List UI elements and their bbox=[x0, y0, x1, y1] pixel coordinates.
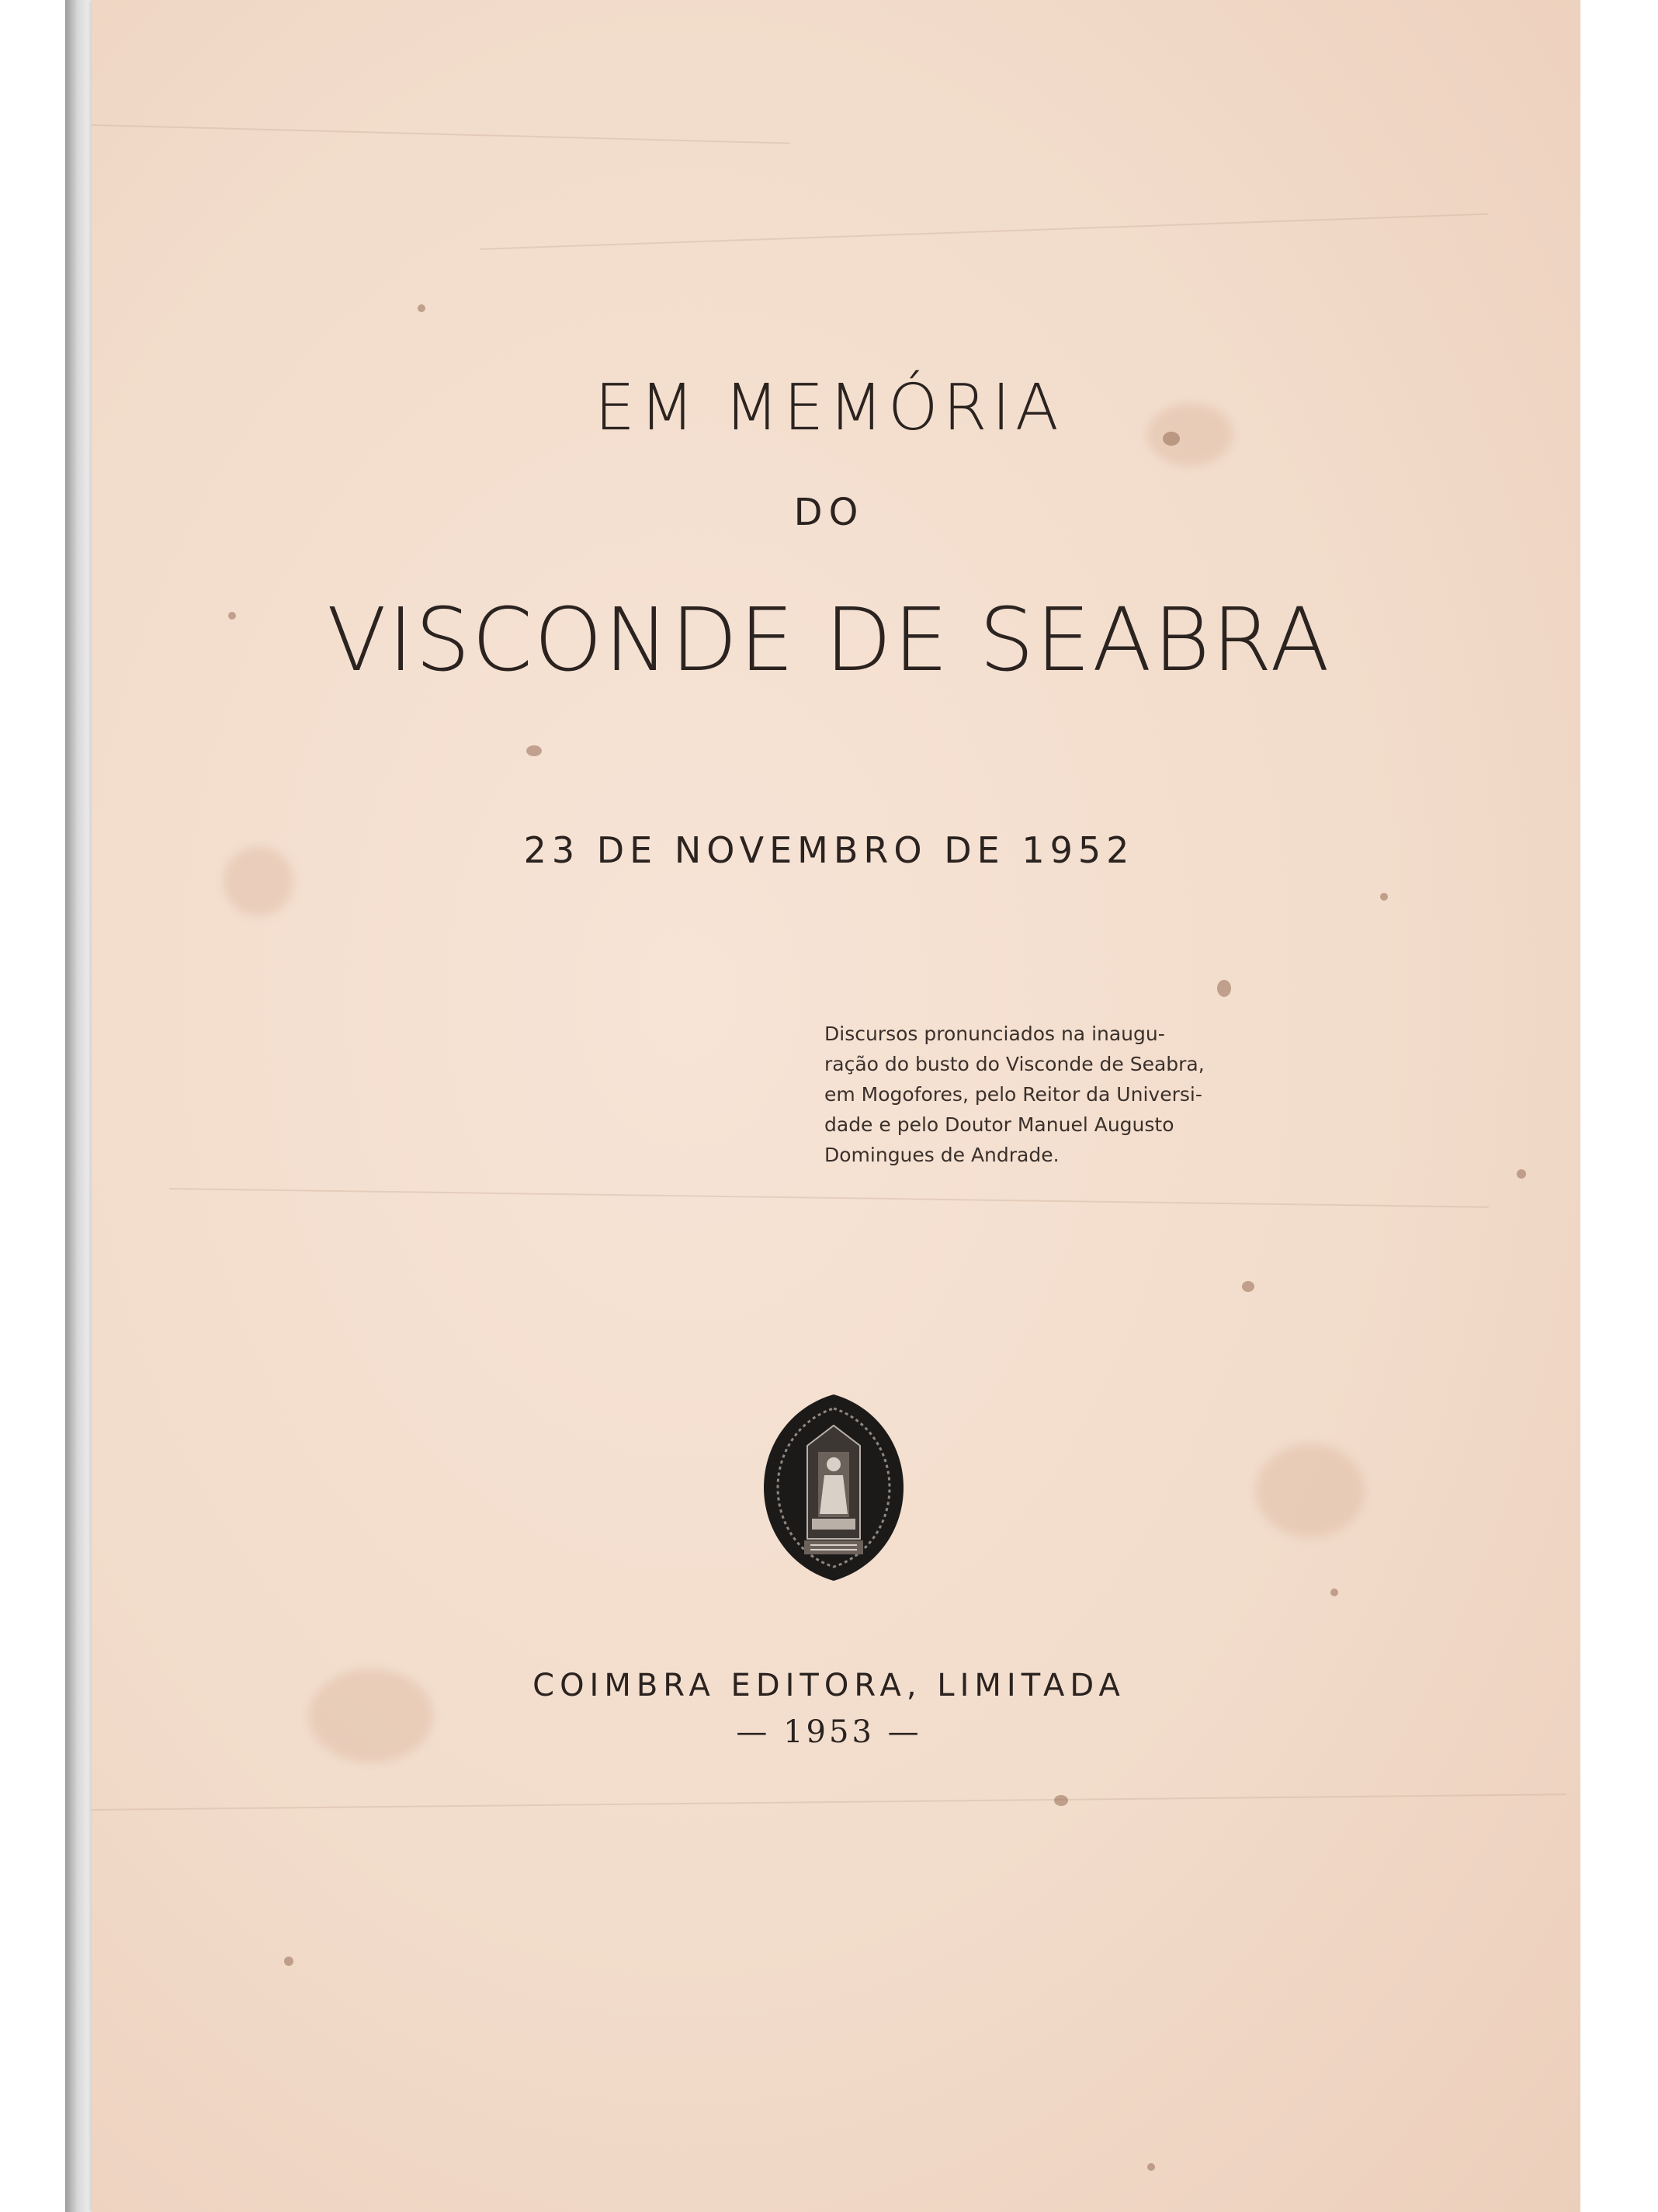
title-visconde-de-seabra: VISCONDE DE SEABRA bbox=[327, 590, 1331, 691]
title-do: DO bbox=[793, 491, 865, 534]
paper-crease bbox=[92, 1794, 1566, 1811]
foxing-spot bbox=[284, 1957, 293, 1966]
foxing-spot bbox=[1517, 1169, 1526, 1179]
note-line: Domingues de Andrade. bbox=[824, 1144, 1060, 1166]
title-em-memoria: EM MEMÓRIA bbox=[595, 371, 1063, 445]
publication-year: — 1953 — bbox=[736, 1714, 922, 1750]
foxing-spot bbox=[526, 745, 542, 756]
date-line: 23 DE NOVEMBRO DE 1952 bbox=[523, 829, 1135, 871]
foxing-spot bbox=[1217, 980, 1231, 997]
foxing-spot bbox=[1054, 1795, 1068, 1806]
note-line: ração do busto do Visconde de Seabra, bbox=[824, 1053, 1205, 1075]
note-line: dade e pelo Doutor Manuel Augusto bbox=[824, 1113, 1174, 1136]
paper-crease bbox=[92, 124, 790, 144]
publisher-line: COIMBRA EDITORA, LIMITADA bbox=[532, 1668, 1126, 1703]
speeches-note bbox=[824, 1019, 1244, 1170]
paper-crease bbox=[480, 214, 1488, 250]
page-edge-shadow bbox=[65, 0, 93, 2212]
note-line: em Mogofores, pelo Reitor da Universi- bbox=[824, 1083, 1202, 1106]
foxing-spot bbox=[1330, 1589, 1338, 1596]
paper-stain bbox=[1256, 1444, 1365, 1537]
foxing-spot bbox=[1242, 1281, 1254, 1292]
foxing-spot bbox=[1380, 893, 1388, 901]
foxing-spot bbox=[1147, 2163, 1155, 2171]
university-seal-icon bbox=[761, 1391, 907, 1584]
note-line: Discursos pronunciados na inaugu- bbox=[824, 1023, 1165, 1045]
foxing-spot bbox=[418, 304, 425, 312]
paper-crease bbox=[169, 1188, 1489, 1208]
